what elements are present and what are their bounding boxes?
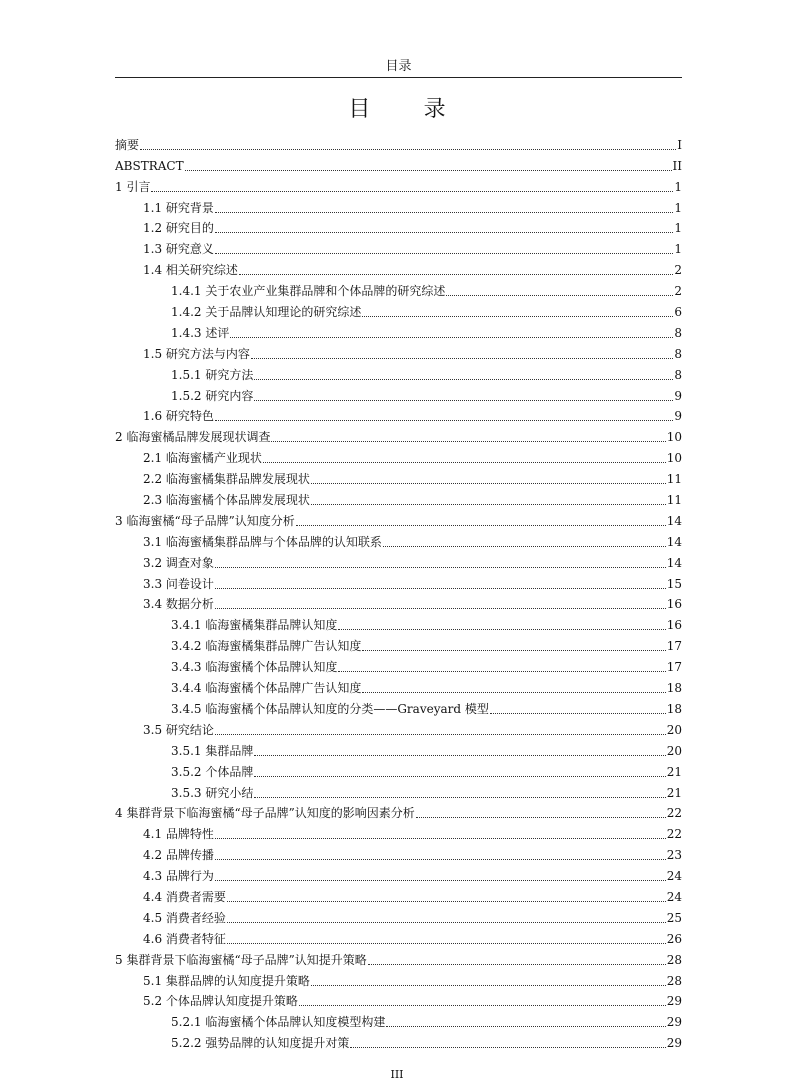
dot-leader — [227, 901, 666, 902]
toc-entry[interactable] — [115, 279, 682, 300]
dot-leader — [362, 650, 665, 651]
dot-leader — [311, 504, 666, 505]
toc-entry-page: 9 — [674, 388, 682, 403]
dot-leader — [254, 400, 673, 401]
toc-entry-page: 20 — [666, 743, 682, 758]
toc-entry-label: 3.5 研究结论 — [143, 722, 214, 737]
dot-leader — [215, 734, 666, 735]
toc-entry[interactable] — [115, 655, 682, 676]
toc-entry-page: 2 — [674, 263, 682, 278]
toc-entry-label: 5.2.1 临海蜜橘个体品牌认知度模型构建 — [171, 1015, 386, 1030]
toc-entry[interactable] — [115, 927, 682, 948]
toc-entry-page: 8 — [674, 346, 682, 361]
toc-entry-page: 28 — [666, 973, 682, 988]
toc-entry-page: I — [677, 137, 682, 152]
toc-entry[interactable] — [115, 1010, 682, 1031]
toc-entry-label: 2.3 临海蜜橘个体品牌发展现状 — [143, 493, 310, 508]
dot-leader — [416, 817, 666, 818]
toc-entry[interactable] — [115, 822, 682, 843]
toc-title: 目 录 — [348, 97, 469, 122]
toc-entry[interactable] — [115, 237, 682, 258]
toc-entry[interactable] — [115, 760, 682, 781]
table-of-contents — [115, 133, 682, 1052]
dot-leader — [215, 838, 666, 839]
toc-entry[interactable] — [115, 676, 682, 697]
toc-entry-label: 3.4.2 临海蜜橘集群品牌广告认知度 — [171, 639, 362, 654]
toc-entry-page: 14 — [666, 555, 682, 570]
dot-leader — [362, 316, 673, 317]
toc-entry-label: 1.5 研究方法与内容 — [143, 346, 250, 361]
page-number: III — [390, 1068, 404, 1081]
toc-entry[interactable] — [115, 718, 682, 739]
toc-entry-page: II — [672, 158, 682, 173]
toc-entry-label: 4.5 消费者经验 — [143, 910, 226, 925]
toc-entry[interactable] — [115, 1031, 682, 1052]
dot-leader — [227, 943, 666, 944]
toc-entry[interactable] — [115, 133, 682, 154]
toc-entry-label: 3.4 数据分析 — [143, 597, 214, 612]
toc-entry-label: 1.6 研究特色 — [143, 409, 214, 424]
toc-entry-label: 5.2 个体品牌认知度提升策略 — [143, 994, 298, 1009]
toc-entry[interactable] — [115, 258, 682, 279]
toc-entry-label: 1.4 相关研究综述 — [143, 263, 238, 278]
dot-leader — [446, 295, 673, 296]
toc-entry[interactable] — [115, 634, 682, 655]
toc-entry-page: 10 — [666, 451, 682, 466]
dot-leader — [215, 588, 666, 589]
toc-entry-page: 8 — [674, 367, 682, 382]
toc-entry-label: 1.3 研究意义 — [143, 242, 214, 257]
toc-entry-label: 4.2 品牌传播 — [143, 848, 214, 863]
toc-entry[interactable] — [115, 321, 682, 342]
toc-entry[interactable] — [115, 906, 682, 927]
toc-entry[interactable] — [115, 551, 682, 572]
toc-entry-label: 3 临海蜜橘“母子品牌”认知度分析 — [115, 513, 295, 528]
toc-entry[interactable] — [115, 613, 682, 634]
dot-leader — [215, 880, 666, 881]
toc-entry-page: 17 — [666, 639, 682, 654]
dot-leader — [230, 337, 673, 338]
dot-leader — [368, 964, 666, 965]
toc-entry-page: 23 — [666, 848, 682, 863]
dot-leader — [140, 149, 676, 150]
toc-entry[interactable] — [115, 802, 682, 823]
toc-entry-label: 2.1 临海蜜橘产业现状 — [143, 451, 262, 466]
toc-entry-label: 2 临海蜜橘品牌发展现状调查 — [115, 430, 271, 445]
dot-leader — [350, 1047, 665, 1048]
dot-leader — [338, 629, 665, 630]
dot-leader — [215, 232, 673, 233]
toc-entry[interactable] — [115, 885, 682, 906]
toc-entry-page: 11 — [666, 493, 682, 508]
dot-leader — [383, 546, 666, 547]
toc-entry-label: 5.1 集群品牌的认知度提升策略 — [143, 973, 310, 988]
toc-entry-page: 22 — [666, 827, 682, 842]
toc-entry-page: 26 — [666, 931, 682, 946]
toc-entry-label: 1.4.3 述评 — [171, 325, 230, 340]
dot-leader — [490, 713, 666, 714]
toc-entry[interactable] — [115, 300, 682, 321]
dot-leader — [311, 985, 666, 986]
toc-entry-page: 8 — [674, 325, 682, 340]
header-rule — [115, 77, 682, 78]
toc-entry[interactable] — [115, 990, 682, 1011]
toc-entry-label: 5 集群背景下临海蜜橘“母子品牌”认知提升策略 — [115, 952, 367, 967]
running-header: 目录 — [385, 59, 412, 74]
toc-entry[interactable] — [115, 425, 682, 446]
toc-entry-page: 1 — [674, 200, 682, 215]
toc-entry-page: 2 — [674, 284, 682, 299]
toc-entry-page: 11 — [666, 472, 682, 487]
toc-entry[interactable] — [115, 384, 682, 405]
dot-leader — [362, 692, 665, 693]
dot-leader — [338, 671, 665, 672]
toc-entry-page: 1 — [674, 179, 682, 194]
toc-entry-page: 29 — [666, 1036, 682, 1051]
toc-entry-page: 25 — [666, 910, 682, 925]
toc-entry-label: 3.5.3 研究小结 — [171, 785, 254, 800]
toc-entry-page: 24 — [666, 889, 682, 904]
toc-entry-label: 1.5.1 研究方法 — [171, 367, 254, 382]
toc-entry-label: 1.5.2 研究内容 — [171, 388, 254, 403]
dot-leader — [215, 253, 673, 254]
toc-entry-page: 22 — [666, 806, 682, 821]
dot-leader — [271, 441, 665, 442]
dot-leader — [254, 379, 673, 380]
toc-entry[interactable] — [115, 781, 682, 802]
toc-entry-page: 18 — [666, 681, 682, 696]
dot-leader — [215, 608, 666, 609]
toc-entry[interactable] — [115, 446, 682, 467]
dot-leader — [239, 274, 673, 275]
toc-entry-page: 1 — [674, 242, 682, 257]
toc-entry[interactable] — [115, 739, 682, 760]
toc-entry-label: 3.4.3 临海蜜橘个体品牌认知度 — [171, 660, 338, 675]
dot-leader — [311, 483, 666, 484]
dot-leader — [251, 358, 673, 359]
toc-entry-label: 5.2.2 强势品牌的认知度提升对策 — [171, 1036, 350, 1051]
toc-entry-page: 17 — [666, 660, 682, 675]
toc-entry-label: 1.4.1 关于农业产业集群品牌和个体品牌的研究综述 — [171, 284, 446, 299]
toc-entry-label: 摘要 — [115, 137, 140, 152]
toc-entry[interactable] — [115, 467, 682, 488]
toc-entry-label: 4.1 品牌特性 — [143, 827, 214, 842]
dot-leader — [151, 191, 673, 192]
toc-entry[interactable] — [115, 572, 682, 593]
toc-entry[interactable] — [115, 948, 682, 969]
toc-entry[interactable] — [115, 363, 682, 384]
toc-entry-label: 2.2 临海蜜橘集群品牌发展现状 — [143, 472, 310, 487]
toc-entry-page: 18 — [666, 701, 682, 716]
toc-entry-label: 3.3 问卷设计 — [143, 576, 214, 591]
toc-entry-page: 20 — [666, 722, 682, 737]
dot-leader — [254, 755, 665, 756]
toc-entry[interactable] — [115, 593, 682, 614]
toc-entry-label: 3.5.1 集群品牌 — [171, 743, 254, 758]
toc-entry[interactable] — [115, 843, 682, 864]
dot-leader — [254, 797, 665, 798]
toc-entry-label: 4.3 品牌行为 — [143, 869, 214, 884]
dot-leader — [299, 1005, 666, 1006]
toc-entry-label: 4.4 消费者需要 — [143, 889, 226, 904]
toc-entry-label: 3.5.2 个体品牌 — [171, 764, 254, 779]
toc-entry-page: 24 — [666, 869, 682, 884]
toc-entry-label: 4.6 消费者特征 — [143, 931, 226, 946]
dot-leader — [227, 922, 666, 923]
toc-entry-label: 1 引言 — [115, 179, 151, 194]
toc-entry-page: 29 — [666, 1015, 682, 1030]
toc-entry[interactable] — [115, 488, 682, 509]
toc-entry[interactable] — [115, 217, 682, 238]
toc-entry[interactable] — [115, 864, 682, 885]
toc-entry[interactable] — [115, 509, 682, 530]
toc-entry-page: 21 — [666, 764, 682, 779]
toc-entry[interactable] — [115, 530, 682, 551]
toc-entry[interactable] — [115, 405, 682, 426]
dot-leader — [215, 212, 673, 213]
toc-entry-page: 9 — [674, 409, 682, 424]
toc-entry-page: 16 — [666, 597, 682, 612]
dot-leader — [296, 525, 666, 526]
toc-entry-page: 1 — [674, 221, 682, 236]
toc-entry-label: 1.4.2 关于品牌认知理论的研究综述 — [171, 305, 362, 320]
toc-entry-page: 14 — [666, 534, 682, 549]
toc-entry[interactable] — [115, 196, 682, 217]
toc-entry[interactable] — [115, 697, 682, 718]
dot-leader — [386, 1026, 665, 1027]
toc-entry-label: 3.1 临海蜜橘集群品牌与个体品牌的认知联系 — [143, 534, 382, 549]
toc-entry-page: 21 — [666, 785, 682, 800]
toc-entry[interactable] — [115, 154, 682, 175]
dot-leader — [254, 776, 665, 777]
toc-entry-label: 1.2 研究目的 — [143, 221, 214, 236]
toc-entry-label: 3.4.5 临海蜜橘个体品牌认知度的分类——Graveyard 模型 — [171, 701, 489, 716]
toc-entry-label: ABSTRACT — [115, 158, 184, 173]
toc-entry-page: 15 — [666, 576, 682, 591]
toc-entry-label: 3.4.1 临海蜜橘集群品牌认知度 — [171, 618, 338, 633]
toc-entry[interactable] — [115, 175, 682, 196]
toc-entry-page: 14 — [666, 513, 682, 528]
toc-entry-label: 1.1 研究背景 — [143, 200, 214, 215]
toc-entry-page: 28 — [666, 952, 682, 967]
toc-entry-page: 29 — [666, 994, 682, 1009]
dot-leader — [215, 859, 666, 860]
toc-entry-label: 3.2 调查对象 — [143, 555, 214, 570]
dot-leader — [263, 462, 666, 463]
toc-entry-label: 3.4.4 临海蜜橘个体品牌广告认知度 — [171, 681, 362, 696]
dot-leader — [215, 567, 666, 568]
toc-entry-page: 6 — [674, 305, 682, 320]
toc-entry-label: 4 集群背景下临海蜜橘“母子品牌”认知度的影响因素分析 — [115, 806, 415, 821]
toc-entry[interactable] — [115, 969, 682, 990]
toc-entry[interactable] — [115, 342, 682, 363]
toc-entry-page: 10 — [666, 430, 682, 445]
dot-leader — [215, 420, 673, 421]
dot-leader — [185, 170, 672, 171]
toc-entry-page: 16 — [666, 618, 682, 633]
